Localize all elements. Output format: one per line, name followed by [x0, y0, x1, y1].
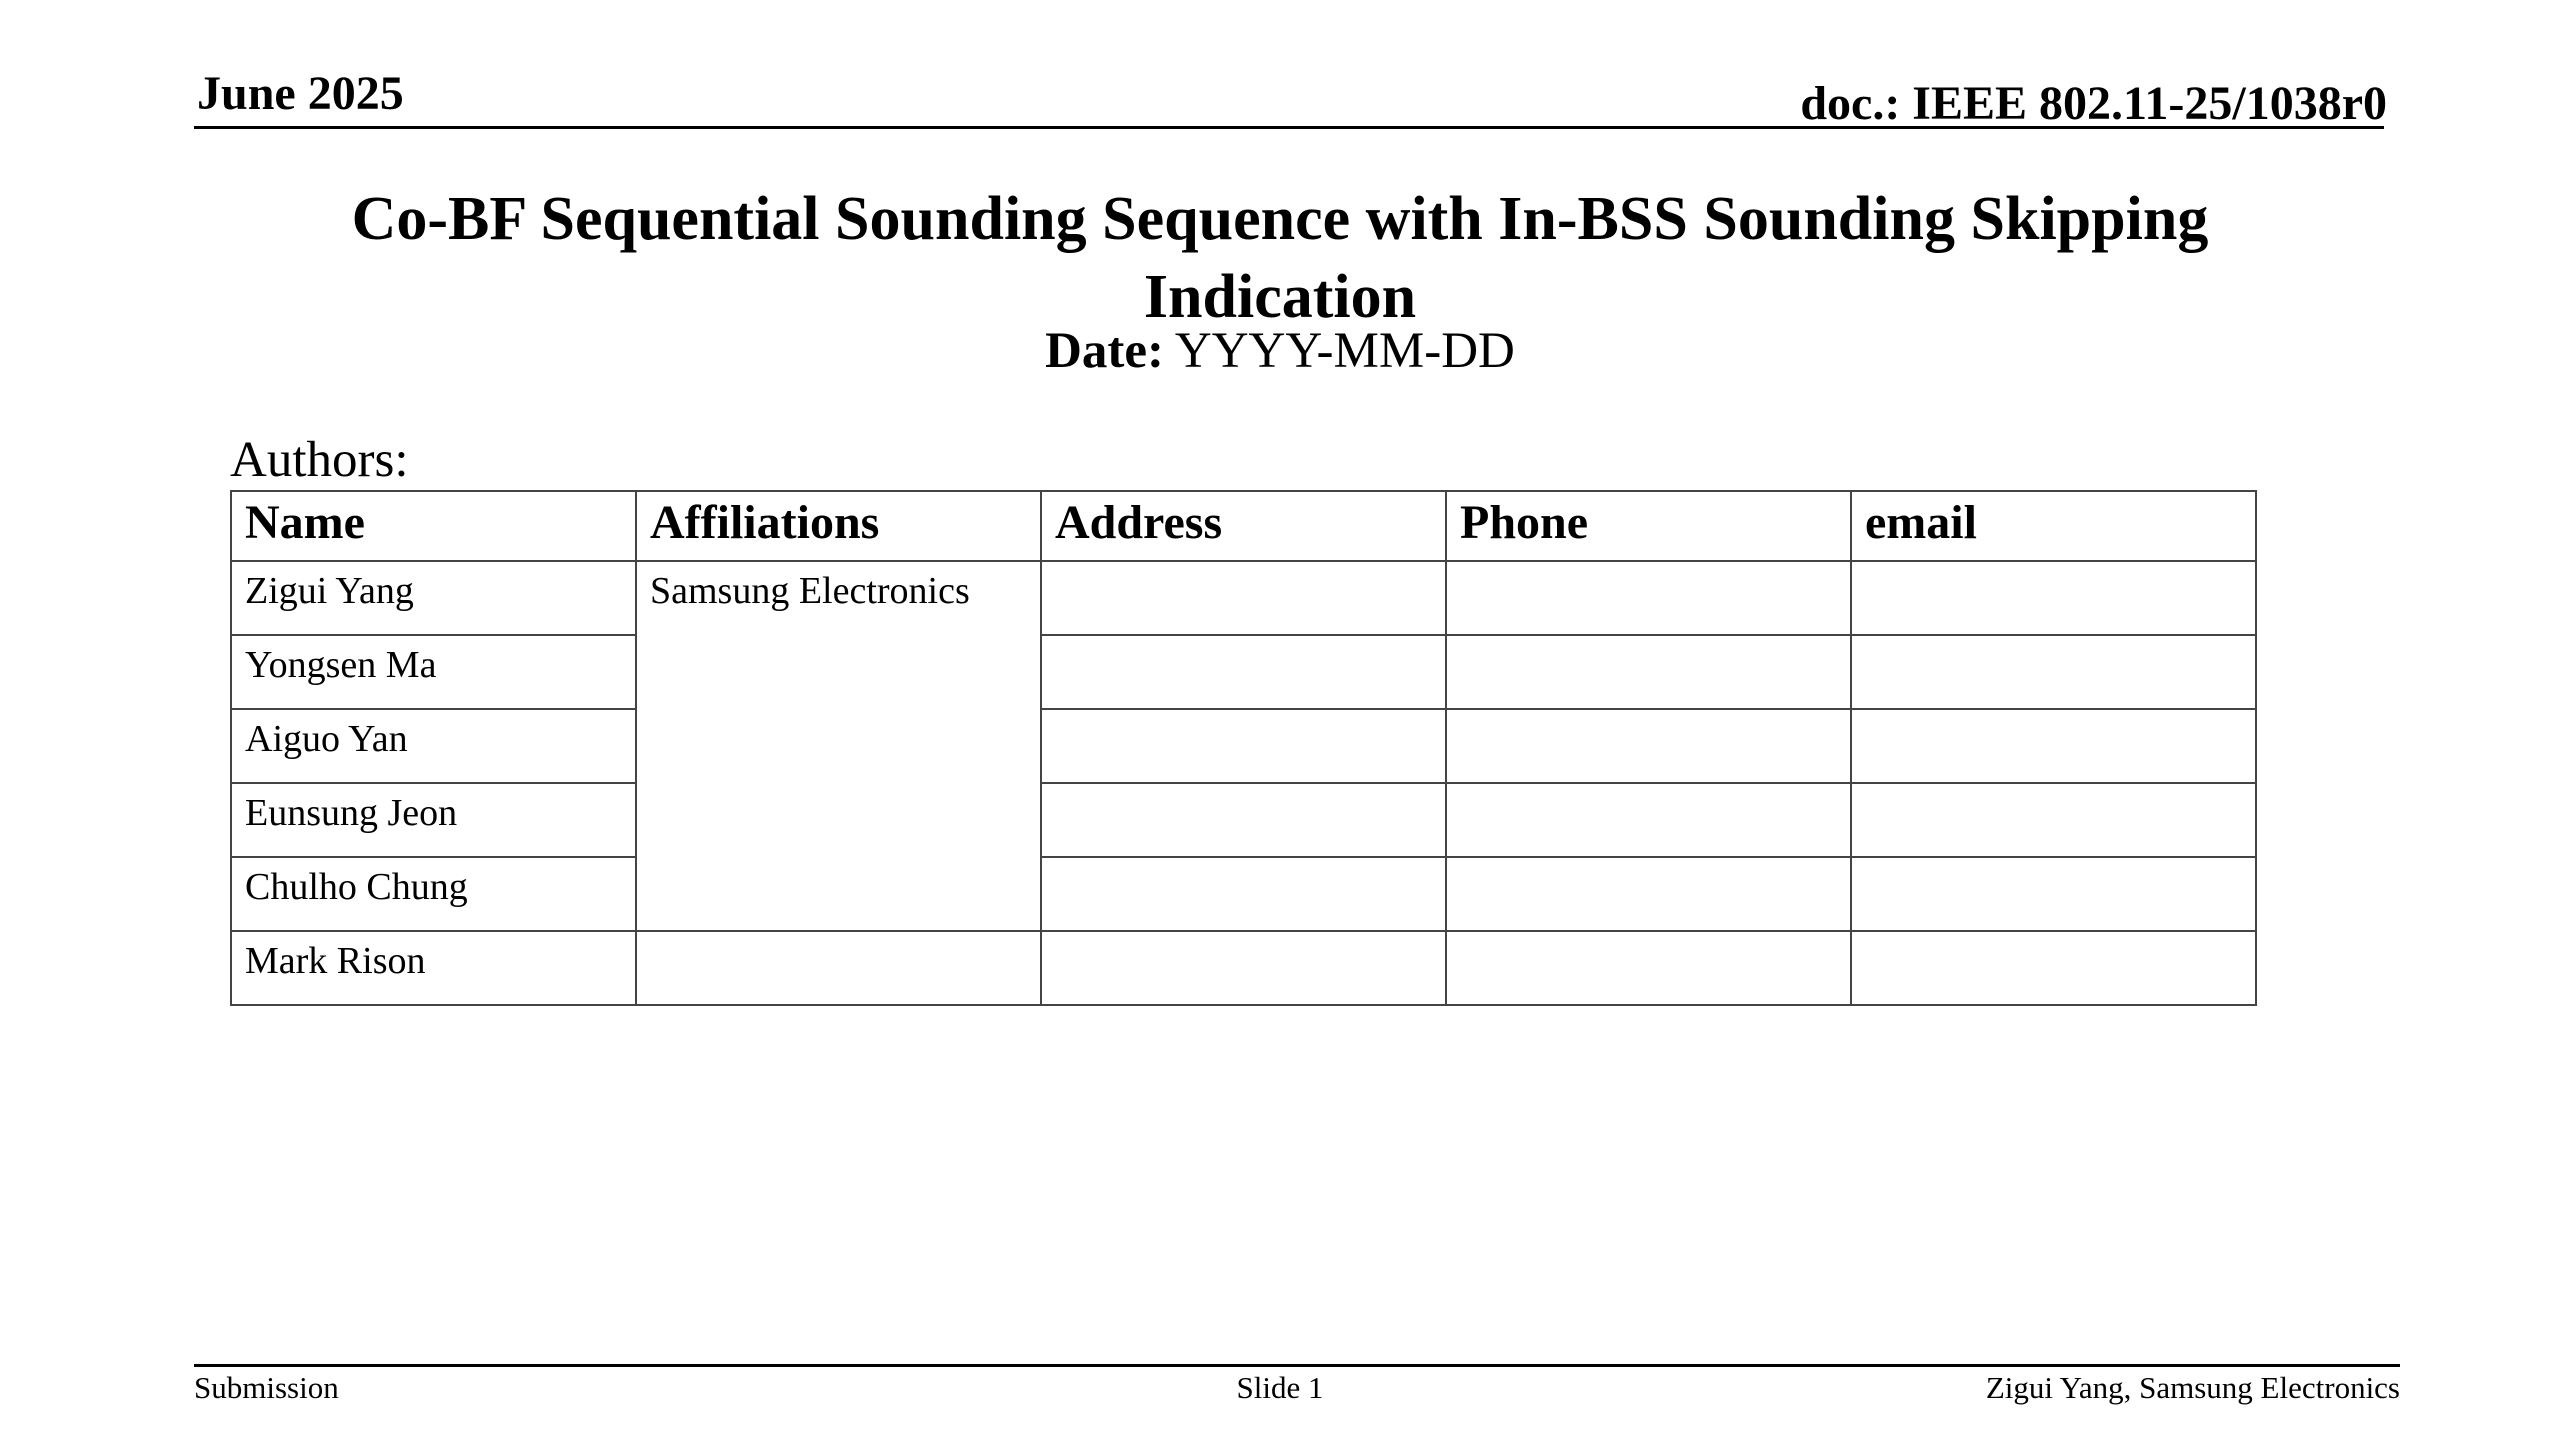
author-name: Chulho Chung [231, 857, 636, 931]
slide-title [0, 180, 2560, 336]
footer-slide-number: Slide 1 [1236, 1370, 1324, 1405]
table-row [231, 931, 2256, 1005]
authors-table [230, 490, 2257, 1006]
author-name: Mark Rison [231, 931, 636, 1005]
author-address [1041, 709, 1446, 783]
author-name: Eunsung Jeon [231, 783, 636, 857]
column-header-email: email [1851, 491, 2256, 561]
author-address [1041, 783, 1446, 857]
author-address [1041, 561, 1446, 635]
footer-author: Zigui Yang, Samsung Electronics [1985, 1370, 2400, 1405]
author-email [1851, 709, 2256, 783]
author-address [1041, 857, 1446, 931]
author-phone [1446, 709, 1851, 783]
column-header-affiliations: Affiliations [636, 491, 1041, 561]
table-row [231, 561, 2256, 635]
date-value: YYYY-MM-DD [1174, 323, 1515, 379]
author-phone [1446, 783, 1851, 857]
author-phone [1446, 931, 1851, 1005]
author-address [1041, 931, 1446, 1005]
author-email [1851, 857, 2256, 931]
author-name: Zigui Yang [231, 561, 636, 635]
author-affiliation: Samsung Electronics [636, 561, 1041, 931]
author-address [1041, 635, 1446, 709]
header-divider [194, 126, 2384, 129]
footer-submission: Submission [194, 1370, 339, 1405]
header-date: June 2025 [197, 67, 404, 120]
author-email [1851, 783, 2256, 857]
slide-title-line-1: Co-BF Sequential Sounding Sequence with In-BSS Sounding Skipping [351, 185, 2209, 253]
column-header-phone: Phone [1446, 491, 1851, 561]
table-header-row [231, 491, 2256, 561]
author-phone [1446, 635, 1851, 709]
date-line [0, 323, 2560, 379]
date-label: Date: [1045, 323, 1165, 379]
author-phone [1446, 857, 1851, 931]
authors-label: Authors: [230, 432, 409, 488]
footer-divider [194, 1364, 2400, 1367]
author-name: Yongsen Ma [231, 635, 636, 709]
table-row [231, 857, 2256, 931]
author-email [1851, 931, 2256, 1005]
author-email [1851, 561, 2256, 635]
author-affiliation [636, 931, 1041, 1005]
author-name: Aiguo Yan [231, 709, 636, 783]
author-phone [1446, 561, 1851, 635]
column-header-name: Name [231, 491, 636, 561]
table-row [231, 635, 2256, 709]
table-row [231, 709, 2256, 783]
table-row [231, 783, 2256, 857]
slide-title-line-2: Indication [1143, 263, 1417, 331]
column-header-address: Address [1041, 491, 1446, 561]
header-doc-id: doc.: IEEE 802.11-25/1038r0 [1800, 77, 2387, 130]
author-email [1851, 635, 2256, 709]
